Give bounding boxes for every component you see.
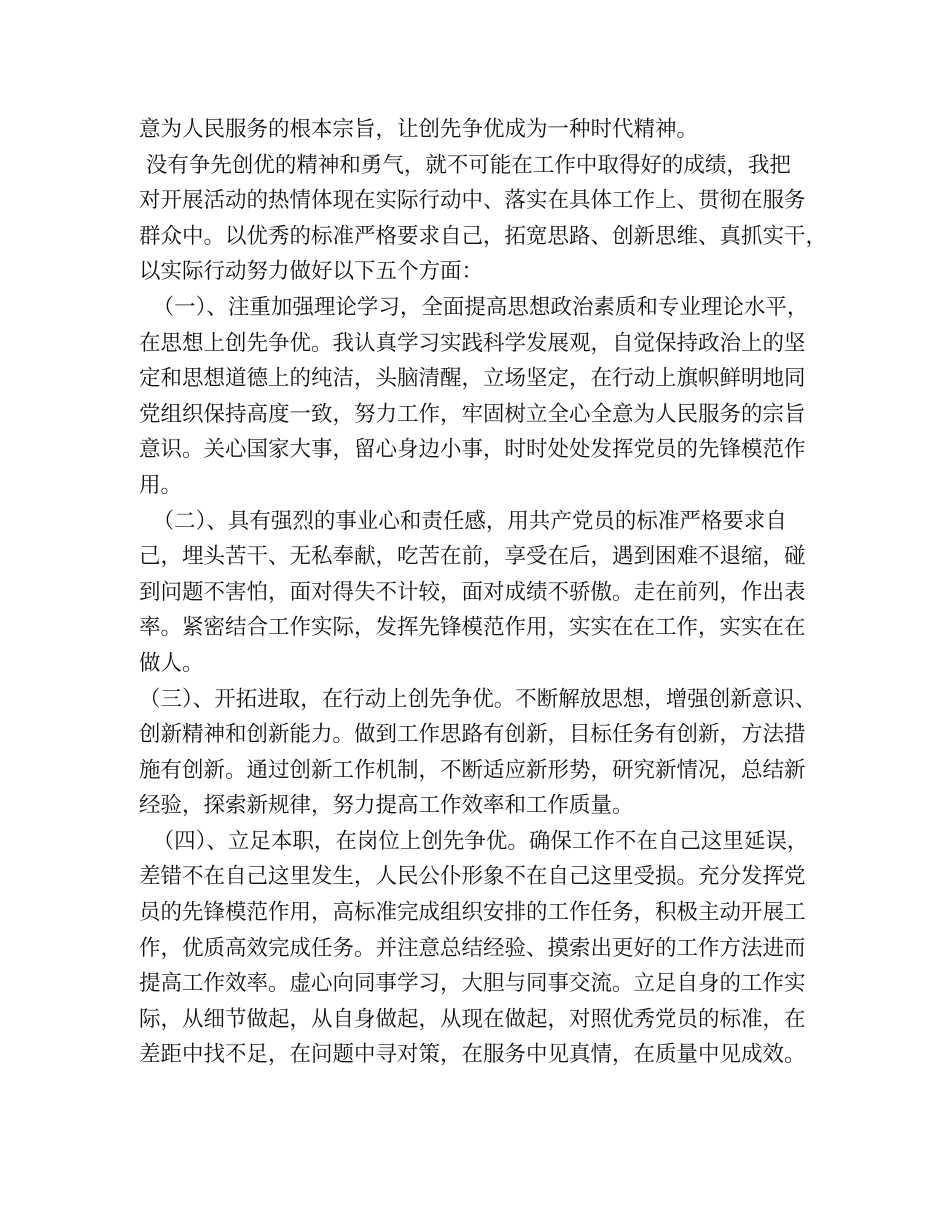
text-line: 率。紧密结合工作实际，发挥先锋模范作用，实实在在工作，实实在在 — [139, 615, 806, 641]
text-line: 差错不在自己这里发生，人民公仆形象不在自己这里受损。充分发挥党 — [139, 864, 806, 890]
text-line: （二）、具有强烈的事业心和责任感，用共产党员的标准严格要求自 — [139, 508, 787, 534]
text-line: 经验，探索新规律，努力提高工作效率和工作质量。 — [139, 793, 634, 819]
text-line: 施有创新。通过创新工作机制，不断适应新形势，研究新情况，总结新 — [139, 757, 806, 783]
text-line: （三）、开拓进取，在行动上创先争优。不断解放思想，增强创新意识、 — [139, 686, 817, 712]
text-line: 员的先锋模范作用，高标准完成组织安排的工作任务，积极主动开展工 — [139, 900, 806, 926]
text-line: 对开展活动的热情体现在实际行动中、落实在具体工作上、贯彻在服务 — [139, 188, 806, 214]
text-line: 群众中。以优秀的标准严格要求自己，拓宽思路、创新思维、真抓实干， — [139, 223, 828, 249]
text-line: 党组织保持高度一致，努力工作，牢固树立全心全意为人民服务的宗旨 — [139, 401, 806, 427]
text-line: 以实际行动努力做好以下五个方面： — [139, 259, 484, 285]
text-line: 提高工作效率。虚心向同事学习，大胆与同事交流。立足自身的工作实 — [139, 971, 806, 997]
text-line: 际，从细节做起，从自身做起，从现在做起，对照优秀党员的标准，在 — [139, 1006, 806, 1032]
text-line: （一）、注重加强理论学习，全面提高思想政治素质和专业理论水平， — [139, 294, 809, 320]
text-line: （四）、立足本职，在岗位上创先争优。确保工作不在自己这里延误， — [139, 828, 809, 854]
text-line: 在思想上创先争优。我认真学习实践科学发展观，自觉保持政治上的坚 — [139, 330, 806, 356]
text-line: 己，埋头苦干、无私奉献，吃苦在前，享受在后，遇到困难不退缩，碰 — [139, 544, 806, 570]
text-line: 用。 — [139, 472, 183, 498]
text-line: 意为人民服务的根本宗旨，让创先争优成为一种时代精神。 — [139, 117, 699, 142]
text-line: 差距中找不足，在问题中寻对策，在服务中见真情，在质量中见成效。 — [139, 1042, 806, 1068]
text-line: 到问题不害怕，面对得失不计较，面对成绩不骄傲。走在前列，作出表 — [139, 579, 806, 605]
document-body — [139, 112, 829, 1073]
text-line: 做人。 — [139, 650, 204, 676]
text-line: 没有争先创优的精神和勇气，就不可能在工作中取得好的成绩，我把 — [139, 152, 791, 178]
text-line: 创新精神和创新能力。做到工作思路有创新，目标任务有创新，方法措 — [139, 722, 806, 748]
text-line: 意识。关心国家大事，留心身边小事，时时处处发挥党员的先锋模范作 — [139, 437, 806, 463]
text-line: 定和思想道德上的纯洁，头脑清醒，立场坚定，在行动上旗帜鲜明地同 — [139, 366, 806, 392]
text-line: 作，优质高效完成任务。并注意总结经验、摸索出更好的工作方法进而 — [139, 935, 806, 961]
